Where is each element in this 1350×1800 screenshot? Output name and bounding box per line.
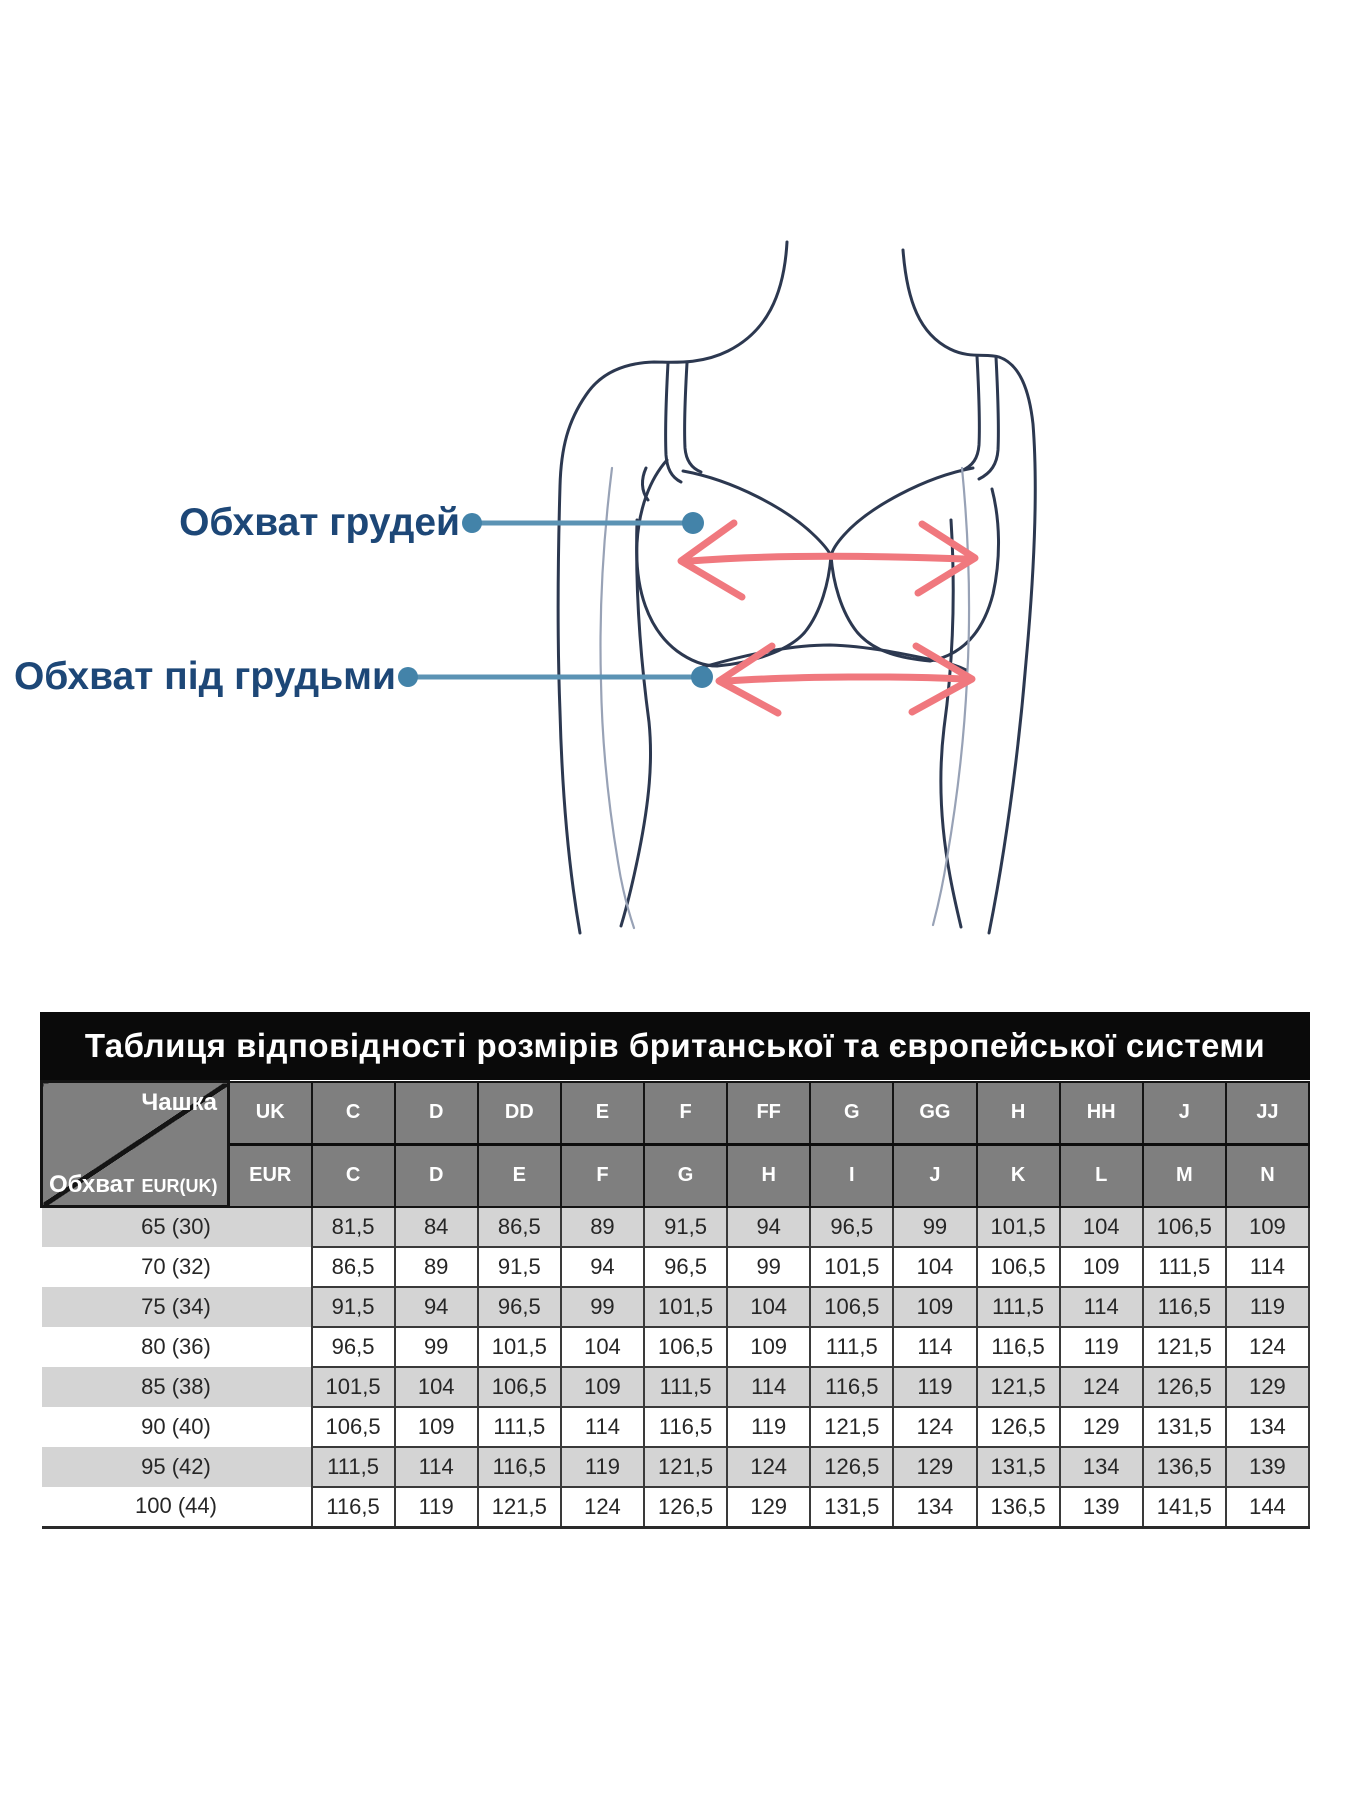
corner-girth-label: Обхват EUR(UK) — [49, 1171, 218, 1198]
size-value-cell: 126,5 — [1143, 1367, 1226, 1407]
girth-row-label: 95 (42) — [42, 1447, 312, 1487]
table-row — [42, 1247, 1310, 1287]
size-value-cell: 99 — [893, 1207, 976, 1247]
bust-callout-dot-end — [682, 512, 704, 534]
eur-cup-header-11: M — [1143, 1144, 1226, 1207]
size-value-cell: 119 — [1226, 1287, 1309, 1327]
eur-cup-header-7: I — [810, 1144, 893, 1207]
size-value-cell: 114 — [727, 1367, 810, 1407]
eur-cup-header-10: L — [1060, 1144, 1143, 1207]
underbust-arrow — [719, 646, 972, 713]
size-value-cell: 121,5 — [1143, 1327, 1226, 1367]
size-value-cell: 96,5 — [478, 1287, 561, 1327]
size-value-cell: 131,5 — [810, 1487, 893, 1528]
size-value-cell: 116,5 — [977, 1327, 1060, 1367]
size-value-cell: 109 — [395, 1407, 478, 1447]
eur-cup-header-4: F — [561, 1144, 644, 1207]
size-value-cell: 109 — [727, 1327, 810, 1367]
table-row — [42, 1487, 1310, 1528]
size-value-cell: 124 — [727, 1447, 810, 1487]
bust-measure-label: Обхват грудей — [179, 501, 460, 544]
size-value-cell: 104 — [727, 1287, 810, 1327]
bust-callout-line — [462, 512, 704, 534]
body-sketch-light-group — [600, 468, 969, 928]
size-value-cell: 104 — [1060, 1207, 1143, 1247]
table-row — [42, 1207, 1310, 1247]
girth-row-label: 90 (40) — [42, 1407, 312, 1447]
size-value-cell: 134 — [893, 1487, 976, 1528]
eur-cup-header-5: G — [644, 1144, 727, 1207]
girth-row-label: 100 (44) — [42, 1487, 312, 1528]
size-value-cell: 114 — [395, 1447, 478, 1487]
uk-cup-header-6: FF — [727, 1082, 810, 1145]
underbust-callout-dot-end — [691, 666, 713, 688]
size-value-cell: 131,5 — [1143, 1407, 1226, 1447]
table-row — [42, 1407, 1310, 1447]
size-value-cell: 111,5 — [1143, 1247, 1226, 1287]
table-row — [42, 1447, 1310, 1487]
size-value-cell: 124 — [1060, 1367, 1143, 1407]
size-value-cell: 94 — [727, 1207, 810, 1247]
size-value-cell: 101,5 — [644, 1287, 727, 1327]
size-value-cell: 124 — [1226, 1327, 1309, 1367]
size-value-cell: 126,5 — [810, 1447, 893, 1487]
size-value-cell: 119 — [561, 1447, 644, 1487]
size-value-cell: 94 — [561, 1247, 644, 1287]
size-value-cell: 126,5 — [644, 1487, 727, 1528]
eur-cup-header-8: J — [893, 1144, 976, 1207]
size-value-cell: 124 — [561, 1487, 644, 1528]
eur-cup-header-3: E — [478, 1144, 561, 1207]
header-row-eur — [42, 1144, 1310, 1207]
uk-cup-header-1: C — [312, 1082, 395, 1145]
size-value-cell: 91,5 — [312, 1287, 395, 1327]
table-row — [42, 1327, 1310, 1367]
size-value-cell: 109 — [1226, 1207, 1309, 1247]
uk-cup-header-5: F — [644, 1082, 727, 1145]
size-value-cell: 119 — [893, 1367, 976, 1407]
size-value-cell: 91,5 — [478, 1247, 561, 1287]
underbust-arrow-shaft — [728, 677, 964, 681]
size-value-cell: 106,5 — [644, 1327, 727, 1367]
size-value-cell: 129 — [1060, 1407, 1143, 1447]
girth-row-label: 75 (34) — [42, 1287, 312, 1327]
size-value-cell: 129 — [1226, 1367, 1309, 1407]
size-value-cell: 111,5 — [810, 1327, 893, 1367]
body-outline-group — [558, 242, 1035, 933]
underbust-measure-label: Обхват під грудьми — [13, 655, 396, 698]
uk-system-label: UK — [229, 1082, 312, 1145]
size-value-cell: 99 — [727, 1247, 810, 1287]
eur-cup-header-9: K — [977, 1144, 1060, 1207]
size-value-cell: 106,5 — [312, 1407, 395, 1447]
size-conversion-table — [40, 1080, 1310, 1529]
underbust-callout-dot-start — [398, 667, 418, 687]
size-value-cell: 134 — [1060, 1447, 1143, 1487]
uk-cup-header-2: D — [395, 1082, 478, 1145]
size-value-cell: 116,5 — [644, 1407, 727, 1447]
size-value-cell: 106,5 — [1143, 1207, 1226, 1247]
size-value-cell: 121,5 — [644, 1447, 727, 1487]
size-value-cell: 129 — [893, 1447, 976, 1487]
size-value-cell: 121,5 — [478, 1487, 561, 1528]
size-value-cell: 119 — [395, 1487, 478, 1528]
uk-cup-header-8: GG — [893, 1082, 976, 1145]
size-value-cell: 111,5 — [977, 1287, 1060, 1327]
bust-arrow-shaft — [690, 556, 966, 561]
uk-cup-header-12: JJ — [1226, 1082, 1309, 1145]
table-title: Таблиця відповідності розмірів британської та європейської системи — [40, 1012, 1310, 1080]
size-value-cell: 101,5 — [312, 1367, 395, 1407]
uk-cup-header-4: E — [561, 1082, 644, 1145]
corner-cup-label: Чашка — [141, 1089, 217, 1116]
size-value-cell: 121,5 — [977, 1367, 1060, 1407]
size-value-cell: 114 — [1226, 1247, 1309, 1287]
girth-row-label: 70 (32) — [42, 1247, 312, 1287]
eur-cup-header-2: D — [395, 1144, 478, 1207]
size-value-cell: 144 — [1226, 1487, 1309, 1528]
size-value-cell: 106,5 — [810, 1287, 893, 1327]
size-value-cell: 84 — [395, 1207, 478, 1247]
size-value-cell: 104 — [395, 1367, 478, 1407]
torso-side-left-line — [621, 520, 651, 926]
eur-cup-header-1: C — [312, 1144, 395, 1207]
size-value-cell: 91,5 — [644, 1207, 727, 1247]
size-value-cell: 104 — [561, 1327, 644, 1367]
girth-row-label: 80 (36) — [42, 1327, 312, 1367]
size-value-cell: 101,5 — [810, 1247, 893, 1287]
size-value-cell: 99 — [561, 1287, 644, 1327]
eur-cup-header-12: N — [1226, 1144, 1309, 1207]
size-value-cell: 99 — [395, 1327, 478, 1367]
underbust-callout-line — [398, 666, 713, 688]
size-value-cell: 116,5 — [810, 1367, 893, 1407]
size-value-cell: 139 — [1060, 1487, 1143, 1528]
uk-cup-header-7: G — [810, 1082, 893, 1145]
size-value-cell: 86,5 — [478, 1207, 561, 1247]
bra-strap-right-outer — [979, 357, 998, 479]
size-value-cell: 94 — [395, 1287, 478, 1327]
size-value-cell: 126,5 — [977, 1407, 1060, 1447]
size-value-cell: 134 — [1226, 1407, 1309, 1447]
girth-row-label: 65 (30) — [42, 1207, 312, 1247]
uk-cup-header-10: HH — [1060, 1082, 1143, 1145]
size-value-cell: 141,5 — [1143, 1487, 1226, 1528]
bust-arrow — [681, 523, 975, 597]
size-value-cell: 116,5 — [1143, 1287, 1226, 1327]
table-row — [42, 1287, 1310, 1327]
bra-cup-right-outer-edge — [930, 489, 999, 661]
size-value-cell: 114 — [1060, 1287, 1143, 1327]
corner-cell — [42, 1082, 229, 1207]
size-value-cell: 116,5 — [312, 1487, 395, 1528]
size-value-cell: 96,5 — [644, 1247, 727, 1287]
size-value-cell: 81,5 — [312, 1207, 395, 1247]
size-value-cell: 119 — [1060, 1327, 1143, 1367]
size-value-cell: 139 — [1226, 1447, 1309, 1487]
size-value-cell: 136,5 — [977, 1487, 1060, 1528]
size-value-cell: 106,5 — [977, 1247, 1060, 1287]
size-value-cell: 124 — [893, 1407, 976, 1447]
size-value-cell: 114 — [893, 1327, 976, 1367]
size-value-cell: 119 — [727, 1407, 810, 1447]
size-value-cell: 136,5 — [1143, 1447, 1226, 1487]
table-row — [42, 1367, 1310, 1407]
header-row-uk — [42, 1082, 1310, 1145]
bust-callout-dot-start — [462, 513, 482, 533]
size-value-cell: 96,5 — [312, 1327, 395, 1367]
size-value-cell: 114 — [561, 1407, 644, 1447]
uk-cup-header-3: DD — [478, 1082, 561, 1145]
size-value-cell: 129 — [727, 1487, 810, 1528]
size-value-cell: 89 — [561, 1207, 644, 1247]
size-value-cell: 89 — [395, 1247, 478, 1287]
size-value-cell: 109 — [561, 1367, 644, 1407]
uk-cup-header-9: H — [977, 1082, 1060, 1145]
size-value-cell: 86,5 — [312, 1247, 395, 1287]
neck-shoulder-arm-left-line — [558, 242, 787, 933]
size-value-cell: 104 — [893, 1247, 976, 1287]
size-value-cell: 109 — [1060, 1247, 1143, 1287]
bra-strap-right-inner — [961, 356, 979, 471]
size-value-cell: 121,5 — [810, 1407, 893, 1447]
size-value-cell: 101,5 — [478, 1327, 561, 1367]
size-value-cell: 109 — [893, 1287, 976, 1327]
bra-strap-left-outer — [666, 363, 681, 482]
size-value-cell: 111,5 — [478, 1407, 561, 1447]
size-value-cell: 111,5 — [312, 1447, 395, 1487]
size-table-section — [40, 1012, 1310, 1529]
size-value-cell: 106,5 — [478, 1367, 561, 1407]
size-value-cell: 116,5 — [478, 1447, 561, 1487]
girth-row-label: 85 (38) — [42, 1367, 312, 1407]
bra-strap-left-inner — [685, 363, 701, 472]
size-value-cell: 101,5 — [977, 1207, 1060, 1247]
size-value-cell: 96,5 — [810, 1207, 893, 1247]
eur-system-label: EUR — [229, 1144, 312, 1207]
uk-cup-header-11: J — [1143, 1082, 1226, 1145]
eur-cup-header-6: H — [727, 1144, 810, 1207]
arm-inner-left-light-line — [600, 468, 634, 928]
size-value-cell: 111,5 — [644, 1367, 727, 1407]
size-value-cell: 131,5 — [977, 1447, 1060, 1487]
